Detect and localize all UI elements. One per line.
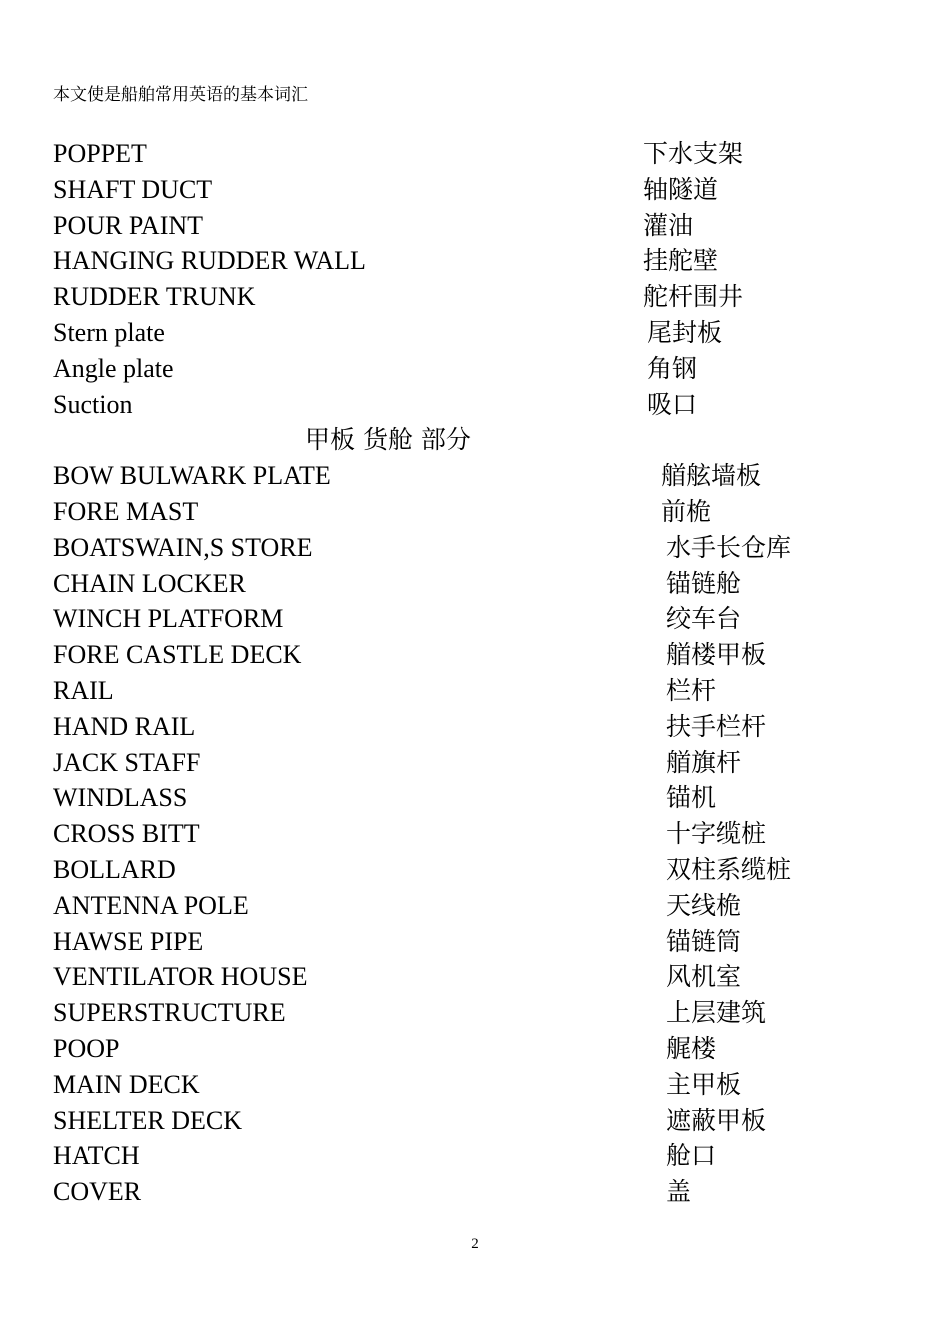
english-term: CHAIN LOCKER bbox=[53, 568, 246, 598]
list-item bbox=[53, 924, 913, 960]
chinese-term: 盖 bbox=[666, 1177, 692, 1207]
english-term: FORE CASTLE DECK bbox=[53, 640, 302, 670]
chinese-term: 水手长仓库 bbox=[666, 532, 792, 562]
list-item bbox=[53, 279, 913, 315]
chinese-term: 锚链筒 bbox=[666, 926, 742, 956]
list-item bbox=[53, 780, 913, 816]
chinese-term: 轴隧道 bbox=[643, 174, 719, 204]
chinese-term: 遮蔽甲板 bbox=[666, 1105, 767, 1135]
english-term: POUR PAINT bbox=[53, 210, 204, 240]
list-item bbox=[53, 315, 913, 351]
chinese-term: 舱口 bbox=[666, 1141, 717, 1171]
chinese-term: 锚机 bbox=[666, 783, 717, 813]
list-item bbox=[53, 530, 913, 566]
english-term: BOATSWAIN,S STORE bbox=[53, 532, 313, 562]
list-item bbox=[53, 1067, 913, 1103]
english-term: COVER bbox=[53, 1177, 142, 1207]
chinese-term: 下水支架 bbox=[643, 139, 744, 168]
chinese-term: 双柱系缆桩 bbox=[666, 854, 792, 884]
english-term: RAIL bbox=[53, 675, 114, 705]
list-item bbox=[53, 1138, 913, 1174]
english-term: POPPET bbox=[53, 139, 147, 168]
list-item bbox=[53, 709, 913, 745]
list-item bbox=[53, 637, 913, 673]
list-item bbox=[53, 888, 913, 924]
english-term: FORE MAST bbox=[53, 496, 199, 526]
list-item bbox=[53, 816, 913, 852]
english-term: BOLLARD bbox=[53, 854, 176, 884]
page-header: 本文使是船舶常用英语的基本词汇 bbox=[53, 85, 308, 105]
chinese-term: 栏杆 bbox=[666, 675, 717, 705]
english-term: SHAFT DUCT bbox=[53, 174, 213, 204]
list-item bbox=[53, 387, 913, 423]
chinese-term: 吸口 bbox=[647, 389, 698, 419]
list-item bbox=[53, 852, 913, 888]
list-item bbox=[53, 243, 913, 279]
list-item bbox=[53, 1103, 913, 1139]
english-term: POOP bbox=[53, 1033, 120, 1063]
english-term: BOW BULWARK PLATE bbox=[53, 461, 331, 491]
list-item bbox=[53, 566, 913, 602]
list-item bbox=[53, 673, 913, 709]
list-item bbox=[53, 172, 913, 208]
chinese-term: 艉楼 bbox=[666, 1033, 717, 1063]
english-term: Stern plate bbox=[53, 317, 165, 347]
english-term: HANGING RUDDER WALL bbox=[53, 246, 366, 276]
chinese-term: 艏舷墙板 bbox=[661, 461, 762, 491]
list-item bbox=[53, 458, 913, 494]
vocabulary-list bbox=[53, 136, 913, 1210]
chinese-term: 主甲板 bbox=[666, 1069, 742, 1099]
english-term: WINCH PLATFORM bbox=[53, 604, 284, 634]
chinese-term: 上层建筑 bbox=[666, 998, 767, 1028]
chinese-term: 天线桅 bbox=[666, 890, 742, 920]
list-item bbox=[53, 959, 913, 995]
english-term: JACK STAFF bbox=[53, 747, 201, 777]
english-term: HAND RAIL bbox=[53, 711, 196, 741]
english-term: RUDDER TRUNK bbox=[53, 282, 256, 312]
chinese-term: 舵杆围井 bbox=[643, 282, 744, 312]
english-term: Suction bbox=[53, 389, 133, 419]
section-title bbox=[53, 422, 913, 458]
chinese-term: 角钢 bbox=[647, 353, 698, 383]
chinese-term: 艏楼甲板 bbox=[666, 640, 767, 670]
english-term: SUPERSTRUCTURE bbox=[53, 998, 286, 1028]
chinese-term: 十字缆桩 bbox=[666, 819, 767, 849]
list-item bbox=[53, 745, 913, 781]
english-term: ANTENNA POLE bbox=[53, 890, 249, 920]
chinese-term: 绞车台 bbox=[666, 604, 742, 634]
chinese-term: 风机室 bbox=[666, 962, 742, 992]
english-term: Angle plate bbox=[53, 353, 174, 383]
section-title-text: 甲板 货舱 部分 bbox=[305, 425, 471, 455]
english-term: HAWSE PIPE bbox=[53, 926, 204, 956]
chinese-term: 前桅 bbox=[661, 496, 712, 526]
list-item bbox=[53, 351, 913, 387]
list-item bbox=[53, 136, 913, 172]
chinese-term: 艏旗杆 bbox=[666, 747, 742, 777]
english-term: HATCH bbox=[53, 1141, 140, 1171]
page-number: 2 bbox=[471, 1236, 479, 1252]
english-term: VENTILATOR HOUSE bbox=[53, 962, 308, 992]
chinese-term: 灌油 bbox=[643, 210, 694, 240]
list-item bbox=[53, 208, 913, 244]
english-term: WINDLASS bbox=[53, 783, 188, 813]
list-item bbox=[53, 1031, 913, 1067]
chinese-term: 挂舵壁 bbox=[643, 246, 719, 276]
list-item bbox=[53, 995, 913, 1031]
list-item bbox=[53, 601, 913, 637]
english-term: SHELTER DECK bbox=[53, 1105, 242, 1135]
chinese-term: 锚链舱 bbox=[666, 568, 742, 598]
english-term: MAIN DECK bbox=[53, 1069, 200, 1099]
chinese-term: 扶手栏杆 bbox=[666, 711, 767, 741]
list-item bbox=[53, 1174, 913, 1210]
list-item bbox=[53, 494, 913, 530]
english-term: CROSS BITT bbox=[53, 819, 200, 849]
chinese-term: 尾封板 bbox=[647, 317, 723, 347]
